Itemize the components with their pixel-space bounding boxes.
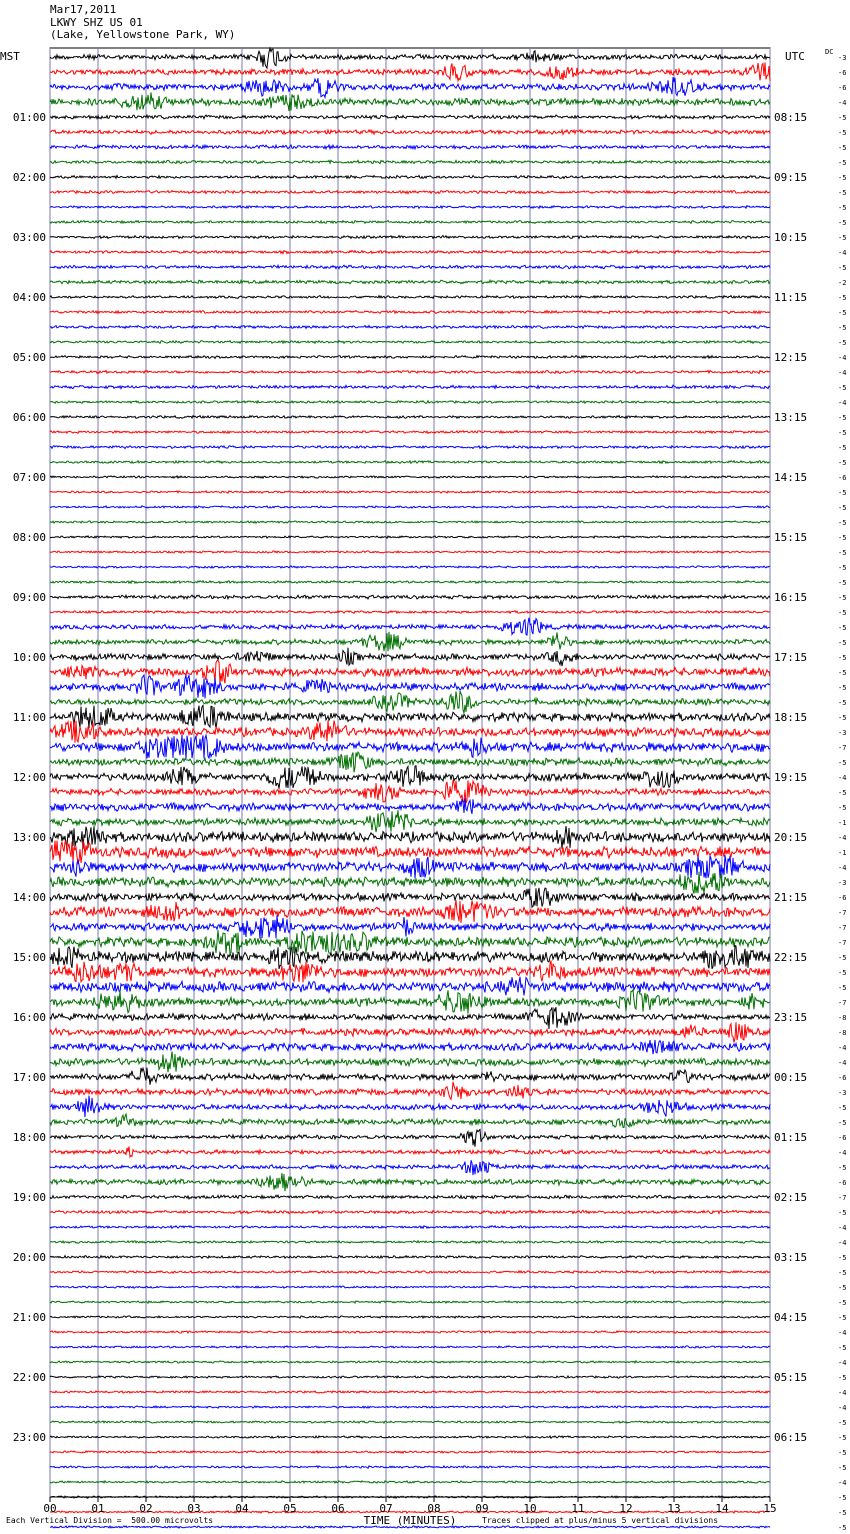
seismogram-trace [50, 1040, 770, 1054]
dc-offset-label: -4 [838, 99, 847, 107]
dc-offset-label: -6 [838, 69, 847, 77]
dc-offset-label: -5 [838, 759, 847, 767]
hour-label-left: 21:00 [12, 1311, 46, 1324]
x-tick-label: 00 [43, 1502, 57, 1515]
dc-offset-label: -7 [838, 1194, 847, 1202]
seismogram-trace [50, 1466, 770, 1468]
dc-offset-label: -5 [838, 789, 847, 797]
seismogram-trace [50, 1130, 770, 1147]
x-axis-label: TIME (MINUTES) [363, 1514, 457, 1527]
dc-offset-label: -5 [838, 1119, 847, 1127]
dc-offset-label: -6 [838, 84, 847, 92]
dc-offset-label: -4 [838, 834, 847, 842]
dc-offset-label: -5 [838, 1464, 847, 1472]
dc-offset-label: -5 [838, 504, 847, 512]
dc-offset-label: -5 [838, 1344, 847, 1352]
dc-offset-label: -1 [838, 819, 847, 827]
dc-offset-label: -8 [838, 1029, 847, 1037]
hour-label-right: 06:15 [774, 1431, 808, 1444]
dc-offset-label: -6 [838, 474, 847, 482]
seismogram-trace [50, 536, 770, 538]
hour-label-left: 16:00 [12, 1011, 46, 1024]
dc-offset-label: -5 [838, 114, 847, 122]
seismogram-trace [50, 611, 770, 614]
seismogram-trace [50, 356, 770, 359]
dc-offset-label: -3 [838, 879, 847, 887]
seismogram-trace [50, 1147, 770, 1158]
seismogram-trace [50, 92, 770, 111]
seismogram-trace [50, 1256, 770, 1259]
dc-offset-label: -5 [838, 1449, 847, 1457]
hour-label-right: 16:15 [774, 591, 808, 604]
dc-offset-label: -5 [838, 174, 847, 182]
seismogram-trace [50, 660, 770, 683]
seismogram-trace [50, 691, 770, 713]
seismogram-trace [50, 250, 770, 253]
seismogram-trace [50, 915, 770, 939]
dc-offset-label: -5 [838, 204, 847, 212]
dc-offset-label: -5 [838, 564, 847, 572]
hour-label-right: 19:15 [774, 771, 808, 784]
hour-label-left: 14:00 [12, 891, 46, 904]
seismogram-trace [50, 648, 770, 667]
seismogram-trace [50, 491, 770, 493]
dc-offset-label: -4 [838, 1224, 847, 1232]
x-tick-label: 12 [619, 1502, 633, 1515]
seismogram-trace [50, 1114, 770, 1127]
x-tick-label: 06 [331, 1502, 345, 1515]
seismogram-trace [50, 977, 770, 996]
seismogram-trace [50, 632, 770, 652]
dc-offset-label: -5 [838, 219, 847, 227]
seismogram-trace [50, 900, 770, 923]
station-label: LKWY SHZ US 01 [50, 15, 143, 29]
seismogram-trace [50, 280, 770, 284]
dc-offset-label: -5 [838, 129, 847, 137]
seismogram-trace [50, 326, 770, 329]
hour-label-left: 23:00 [12, 1431, 46, 1444]
seismogram-trace [50, 1007, 770, 1029]
dc-offset-label: -4 [838, 399, 847, 407]
seismogram-trace [50, 62, 770, 81]
dc-offset-label: -3 [838, 729, 847, 737]
dc-offset-label: -4 [838, 1059, 847, 1067]
hour-label-left: 09:00 [12, 591, 46, 604]
x-tick-label: 05 [283, 1502, 297, 1515]
seismogram-trace [50, 872, 770, 894]
seismogram-trace [50, 506, 770, 508]
dc-offset-label: -7 [838, 744, 847, 752]
seismogram-trace [50, 1022, 770, 1042]
hour-label-left: 03:00 [12, 231, 46, 244]
dc-offset-label: -5 [838, 1104, 847, 1112]
dc-offset-label: -5 [838, 624, 847, 632]
hour-label-left: 11:00 [12, 711, 46, 724]
seismogram-trace [50, 1346, 770, 1348]
seismogram-trace [50, 1052, 770, 1073]
dc-offset-label: -5 [838, 414, 847, 422]
seismogram-trace [50, 551, 770, 553]
dc-offset-label: -5 [838, 1299, 847, 1307]
dc-offset-label: -4 [838, 1359, 847, 1367]
hour-label-right: 05:15 [774, 1371, 808, 1384]
seismogram-trace [50, 77, 770, 97]
dc-offset-label: -6 [838, 1074, 847, 1082]
hour-label-left: 10:00 [12, 651, 46, 664]
dc-offset-label: -4 [838, 1239, 847, 1247]
seismogram-trace [50, 798, 770, 814]
dc-offset-label: -7 [838, 909, 847, 917]
hour-label-right: 15:15 [774, 531, 808, 544]
dc-offset-label: -5 [838, 804, 847, 812]
location-label: (Lake, Yellowstone Park, WY) [50, 28, 236, 41]
dc-offset-label: -5 [838, 714, 847, 722]
x-tick-label: 08 [427, 1502, 441, 1515]
dc-offset-label: -5 [838, 324, 847, 332]
hour-label-right: 14:15 [774, 471, 808, 484]
dc-offset-label: -4 [838, 1479, 847, 1487]
dc-offset-label: -5 [838, 1164, 847, 1172]
dc-offset-label: -5 [838, 1269, 847, 1277]
hour-label-right: 03:15 [774, 1251, 808, 1264]
dc-offset-label: -4 [838, 774, 847, 782]
hour-label-left: 12:00 [12, 771, 46, 784]
seismogram-trace [50, 1286, 770, 1288]
dc-offset-label: -4 [838, 864, 847, 872]
hour-label-right: 20:15 [774, 831, 808, 844]
seismogram-trace [50, 1391, 770, 1393]
dc-offset-label: -7 [838, 999, 847, 1007]
hour-label-right: 02:15 [774, 1191, 808, 1204]
hour-label-right: 00:15 [774, 1071, 808, 1084]
hour-label-left: 22:00 [12, 1371, 46, 1384]
hour-label-right: 10:15 [774, 231, 808, 244]
hour-label-right: 23:15 [774, 1011, 808, 1024]
x-tick-label: 04 [235, 1502, 249, 1515]
x-tick-label: 01 [91, 1502, 105, 1515]
dc-offset-label: -5 [838, 984, 847, 992]
seismogram-trace [50, 311, 770, 314]
seismogram-trace [50, 160, 770, 163]
seismogram-trace [50, 705, 770, 728]
dc-offset-label: -4 [838, 1404, 847, 1412]
x-tick-label: 09 [475, 1502, 489, 1515]
dc-offset-label: -5 [838, 954, 847, 962]
dc-offset-label: -5 [838, 969, 847, 977]
x-tick-label: 03 [187, 1502, 201, 1515]
seismogram-trace [50, 1331, 770, 1333]
hour-label-left: 17:00 [12, 1071, 46, 1084]
seismogram-trace [50, 721, 770, 743]
hour-label-left: 15:00 [12, 951, 46, 964]
hour-label-right: 09:15 [774, 171, 808, 184]
seismogram-trace [50, 115, 770, 119]
seismogram-trace [50, 1481, 770, 1483]
seismogram-trace [50, 145, 770, 149]
seismogram-trace [50, 855, 770, 878]
dc-offset-label: -5 [838, 534, 847, 542]
seismogram-trace [50, 1241, 770, 1244]
x-tick-label: 11 [571, 1502, 585, 1515]
dc-offset-label: -4 [838, 249, 847, 257]
seismogram-trace [50, 1173, 770, 1191]
seismogram-trace [50, 946, 770, 969]
seismogram-trace [50, 1195, 770, 1199]
dc-offset-label: -5 [838, 189, 847, 197]
seismogram-trace [50, 930, 770, 954]
dc-offset-label: -5 [838, 669, 847, 677]
seismogram-trace [50, 130, 770, 134]
dc-offset-label: -2 [838, 279, 847, 287]
dc-offset-label: -5 [838, 519, 847, 527]
dc-offset-label: -7 [838, 939, 847, 947]
seismogram-trace [50, 1271, 770, 1274]
seismogram-trace [50, 1210, 770, 1213]
seismogram-trace [50, 810, 770, 832]
dc-offset-label: -5 [838, 489, 847, 497]
seismogram-trace [50, 521, 770, 523]
dc-offset-label: -5 [838, 459, 847, 467]
seismogram-trace [50, 48, 770, 68]
seismogram-trace [50, 735, 770, 759]
x-tick-label: 13 [667, 1502, 681, 1515]
x-tick-label: 07 [379, 1502, 393, 1515]
seismogram-trace [50, 206, 770, 209]
dc-offset-label: -5 [838, 159, 847, 167]
hour-label-right: 01:15 [774, 1131, 808, 1144]
dc-offset-label: -5 [838, 1419, 847, 1427]
dc-offset-label: -5 [838, 699, 847, 707]
seismogram-trace [50, 990, 770, 1014]
hour-label-left: 07:00 [12, 471, 46, 484]
dc-offset-label: -5 [838, 234, 847, 242]
hour-label-right: 13:15 [774, 411, 808, 424]
hour-label-left: 02:00 [12, 171, 46, 184]
dc-offset-label: -5 [838, 684, 847, 692]
seismogram-trace [50, 1301, 770, 1303]
x-tick-label: 14 [715, 1502, 729, 1515]
seismogram-trace [50, 191, 770, 194]
dc-offset-label: -5 [838, 429, 847, 437]
seismogram-trace [50, 1361, 770, 1363]
seismogram-trace [50, 675, 770, 699]
dc-offset-label: -3 [838, 1089, 847, 1097]
dc-offset-label: -4 [838, 1389, 847, 1397]
seismogram-trace [50, 236, 770, 239]
hour-label-left: 06:00 [12, 411, 46, 424]
seismogram-trace [50, 401, 770, 404]
hour-label-right: 04:15 [774, 1311, 808, 1324]
seismogram-trace [50, 961, 770, 983]
seismogram-trace [50, 566, 770, 568]
hour-label-right: 11:15 [774, 291, 808, 304]
seismogram-trace [50, 1406, 770, 1408]
seismogram-trace [50, 385, 770, 388]
hour-label-left: 13:00 [12, 831, 46, 844]
hour-label-right: 12:15 [774, 351, 808, 364]
dc-offset-label: -5 [838, 1314, 847, 1322]
hour-label-right: 22:15 [774, 951, 808, 964]
seismogram-trace [50, 175, 770, 178]
dc-offset-label: -4 [838, 354, 847, 362]
dc-offset-label: -5 [838, 444, 847, 452]
seismogram-trace [50, 581, 770, 584]
dc-offset-label: -5 [838, 1254, 847, 1262]
dc-offset-label: -5 [838, 264, 847, 272]
seismogram-trace [50, 1496, 770, 1498]
dc-offset-label: -6 [838, 1179, 847, 1187]
seismogram-trace [50, 431, 770, 434]
seismogram-trace [50, 618, 770, 635]
right-timezone-label: UTC [785, 50, 805, 63]
hour-label-right: 18:15 [774, 711, 808, 724]
dc-offset-label: -5 [838, 1284, 847, 1292]
seismogram-trace [50, 1421, 770, 1423]
dc-offset-label: -5 [838, 294, 847, 302]
dc-offset-label: -5 [838, 549, 847, 557]
dc-offset-label: -5 [838, 309, 847, 317]
seismogram-trace [50, 416, 770, 419]
hour-label-right: 21:15 [774, 891, 808, 904]
dc-offset-label: -4 [838, 1149, 847, 1157]
seismogram-trace [50, 371, 770, 374]
dc-offset-label: -1 [838, 849, 847, 857]
dc-offset-label: -5 [838, 144, 847, 152]
seismogram-trace [50, 296, 770, 299]
dc-offset-label: -5 [838, 1434, 847, 1442]
hour-label-left: 19:00 [12, 1191, 46, 1204]
seismogram-trace [50, 1511, 770, 1513]
seismogram-trace [50, 461, 770, 464]
dc-offset-label: -5 [838, 339, 847, 347]
seismogram-trace [50, 265, 770, 269]
seismogram-trace [50, 1316, 770, 1318]
dc-offset-label: -5 [838, 1494, 847, 1502]
dc-label: DC [825, 48, 834, 56]
dc-offset-label: -4 [838, 1044, 847, 1052]
scale-note: Each Vertical Division = 500.00 microvolts [6, 1516, 214, 1525]
seismogram-trace [50, 841, 770, 864]
seismogram-trace [50, 476, 770, 478]
seismogram-trace [50, 1160, 770, 1175]
seismogram-trace [50, 1436, 770, 1438]
date-label: Mar17,2011 [50, 3, 117, 16]
dc-offset-label: -4 [838, 369, 847, 377]
dc-offset-label: -5 [838, 1524, 847, 1532]
trace-group [50, 48, 770, 1534]
dc-offset-label: -7 [838, 924, 847, 932]
dc-offset-label: -5 [838, 579, 847, 587]
dc-offset-label: -8 [838, 1014, 847, 1022]
seismogram-trace [50, 1096, 770, 1117]
dc-offset-label: -5 [838, 654, 847, 662]
dc-offset-label: -6 [838, 894, 847, 902]
hour-label-right: 17:15 [774, 651, 808, 664]
clip-note: Traces clipped at plus/minus 5 vertical divisions [482, 1516, 719, 1525]
dc-offset-label: -4 [838, 1329, 847, 1337]
seismogram-trace [50, 341, 770, 344]
seismogram-trace [50, 888, 770, 907]
left-timezone-label: MST [0, 50, 20, 63]
seismogram-trace [50, 595, 770, 599]
seismogram-trace [50, 1068, 770, 1085]
seismogram-trace [50, 221, 770, 224]
hour-label-left: 20:00 [12, 1251, 46, 1264]
x-tick-label: 10 [523, 1502, 537, 1515]
seismogram-trace [50, 1376, 770, 1378]
seismogram-trace [50, 1082, 770, 1100]
hour-label-right: 08:15 [774, 111, 808, 124]
seismogram-trace [50, 826, 770, 849]
dc-offset-label: -6 [838, 1134, 847, 1142]
x-tick-label: 15 [763, 1502, 777, 1515]
hour-label-left: 08:00 [12, 531, 46, 544]
dc-offset-label: -5 [838, 1209, 847, 1217]
dc-offset-label: -5 [838, 1509, 847, 1517]
hour-label-left: 05:00 [12, 351, 46, 364]
dc-offset-label: -5 [838, 609, 847, 617]
hour-label-left: 04:00 [12, 291, 46, 304]
dc-offset-label: -5 [838, 384, 847, 392]
seismogram-trace [50, 766, 770, 789]
dc-offset-label: -5 [838, 594, 847, 602]
seismogram-trace [50, 1226, 770, 1229]
hour-label-left: 18:00 [12, 1131, 46, 1144]
seismogram-trace [50, 446, 770, 449]
dc-offset-label: -3 [838, 54, 847, 62]
dc-offset-label: -5 [838, 1374, 847, 1382]
x-tick-label: 02 [139, 1502, 153, 1515]
dc-offset-label: -5 [838, 639, 847, 647]
hour-label-left: 01:00 [12, 111, 46, 124]
seismogram-trace [50, 1451, 770, 1453]
